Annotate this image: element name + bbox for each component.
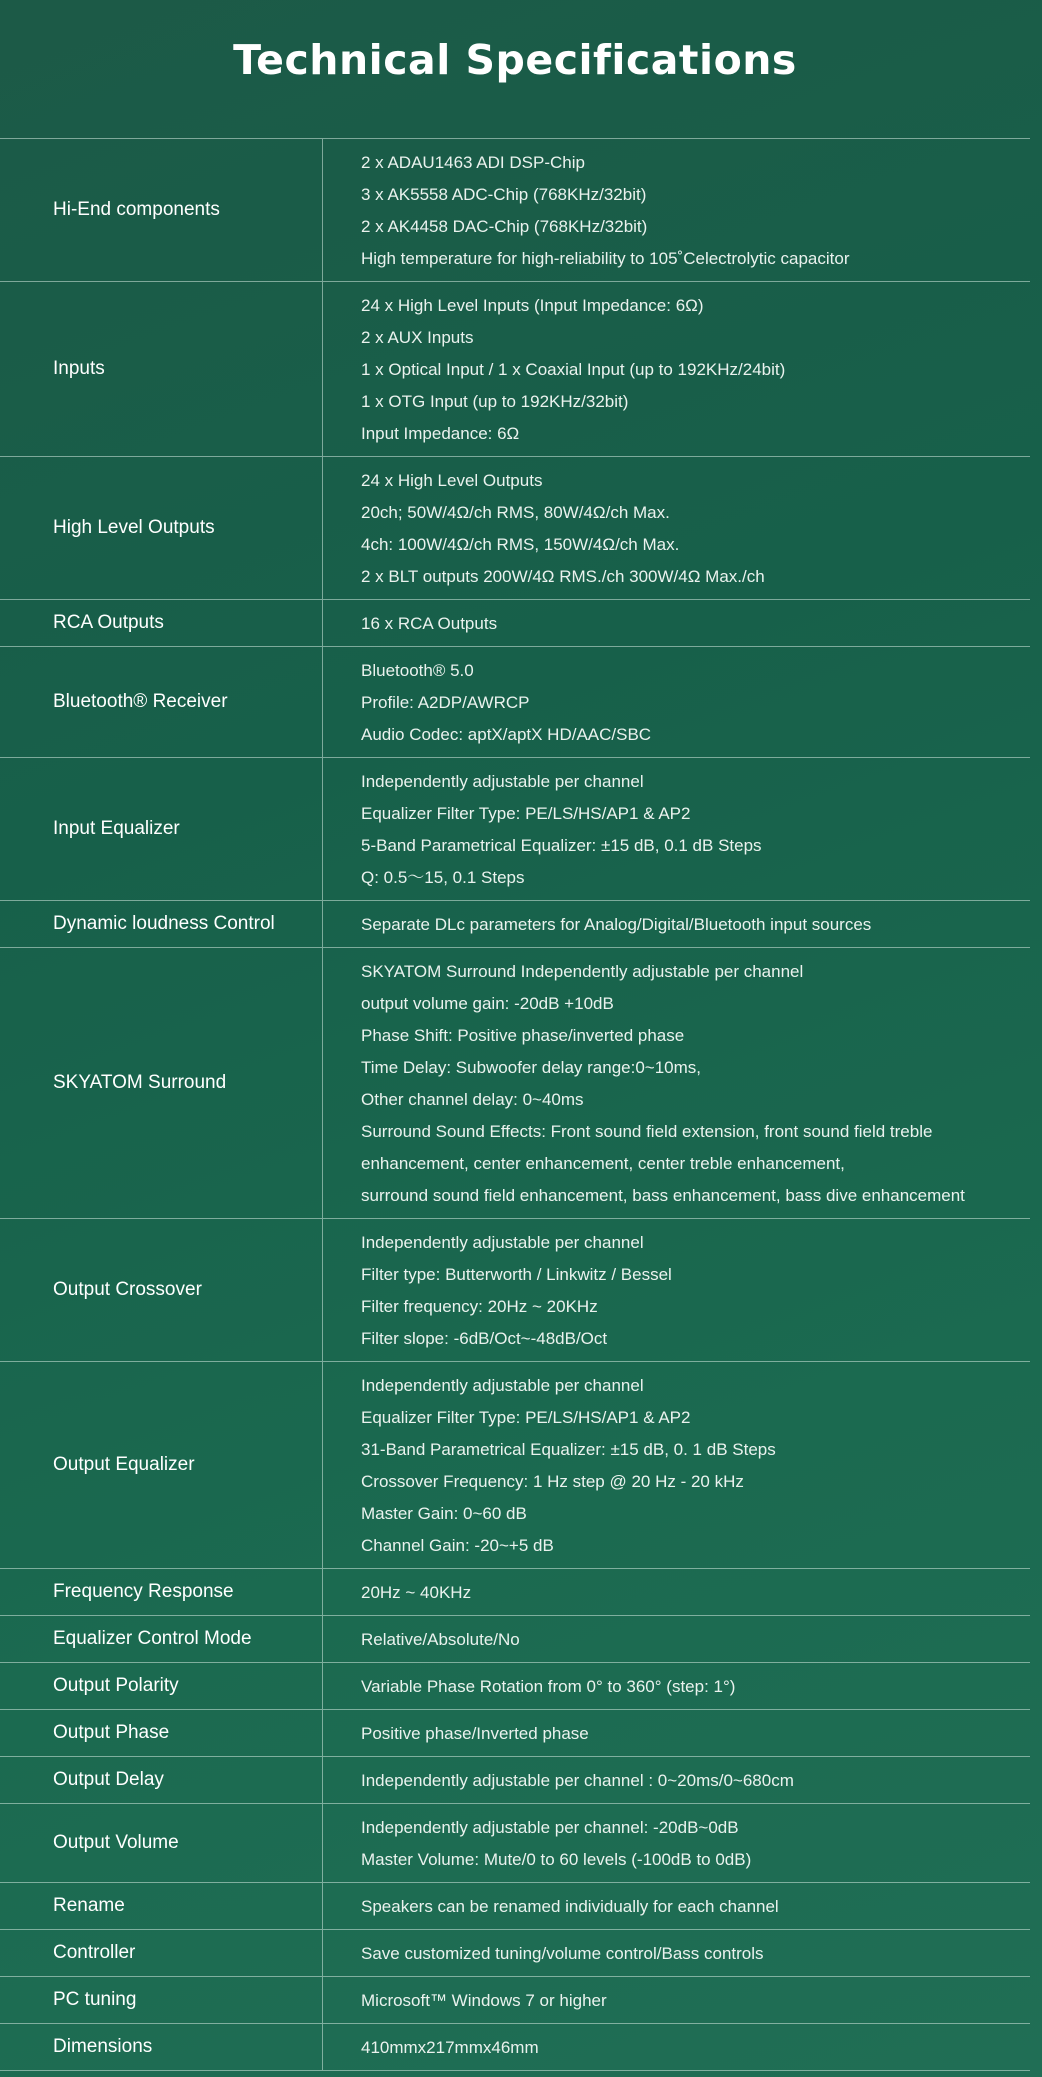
spec-label: RCA Outputs (0, 600, 323, 646)
spec-value-line: Independently adjustable per channel : 0~20ms/0~680cm (361, 1771, 794, 1790)
spec-values (323, 1616, 1030, 1662)
spec-value-line: Independently adjustable per channel (361, 1233, 644, 1252)
spec-value-line: 24 x High Level Outputs (361, 471, 543, 490)
spec-label: Output Phase (0, 1710, 323, 1756)
spec-value-line: Variable Phase Rotation from 0° to 360° (step: 1°) (361, 1677, 736, 1696)
spec-values (323, 948, 1030, 1218)
spec-label: Dynamic loudness Control (0, 901, 323, 947)
spec-value-line: Equalizer Filter Type: PE/LS/HS/AP1 & AP2 (361, 804, 691, 823)
spec-row (0, 1756, 1030, 1803)
spec-value-line: Profile: A2DP/AWRCP (361, 693, 530, 712)
spec-value-line: 1 x Optical Input / 1 x Coaxial Input (up to 192KHz/24bit) (361, 360, 786, 379)
spec-row (0, 1709, 1030, 1756)
spec-values (323, 1663, 1030, 1709)
spec-value-line: Equalizer Filter Type: PE/LS/HS/AP1 & AP2 (361, 1408, 691, 1427)
spec-values (323, 1804, 1030, 1882)
spec-values (323, 1569, 1030, 1615)
spec-row (0, 1803, 1030, 1882)
spec-row (0, 1882, 1030, 1929)
spec-value-line: Filter slope: -6dB/Oct~-48dB/Oct (361, 1329, 608, 1348)
spec-values (323, 1757, 1030, 1803)
spec-value-line: Separate DLc parameters for Analog/Digital/Bluetooth input sources (361, 915, 872, 934)
spec-value-line: Surround Sound Effects: Front sound field extension, front sound field treble (361, 1122, 933, 1141)
spec-values (323, 139, 1030, 281)
spec-label: Inputs (0, 282, 323, 456)
spec-value-line: Time Delay: Subwoofer delay range:0~10ms, (361, 1058, 702, 1077)
spec-label: Output Delay (0, 1757, 323, 1803)
spec-row (0, 900, 1030, 947)
spec-row (0, 1662, 1030, 1709)
spec-value-line: 31-Band Parametrical Equalizer: ±15 dB, 0. 1 dB Steps (361, 1440, 776, 1459)
spec-label: Frequency Response (0, 1569, 323, 1615)
spec-row (0, 1615, 1030, 1662)
spec-label: PC tuning (0, 1977, 323, 2023)
spec-value-line: 2 x AK4458 DAC-Chip (768KHz/32bit) (361, 217, 648, 236)
spec-value-line: 20Hz ~ 40KHz (361, 1583, 472, 1602)
spec-value-line: Master Volume: Mute/0 to 60 levels (-100dB to 0dB) (361, 1850, 752, 1869)
spec-value-line: 16 x RCA Outputs (361, 614, 498, 633)
spec-row (0, 1929, 1030, 1976)
spec-row (0, 281, 1030, 456)
spec-value-line: 24 x High Level Inputs (Input Impedance: 6Ω) (361, 296, 704, 315)
spec-value-line: Filter frequency: 20Hz ~ 20KHz (361, 1297, 598, 1316)
spec-value-line: Master Gain: 0~60 dB (361, 1504, 527, 1523)
spec-values (323, 457, 1030, 599)
spec-value-line: Crossover Frequency: 1 Hz step @ 20 Hz - 20 kHz (361, 1472, 744, 1491)
spec-values (323, 1977, 1030, 2023)
spec-value-line: 3 x AK5558 ADC-Chip (768KHz/32bit) (361, 185, 647, 204)
spec-value-line: enhancement, center enhancement, center treble enhancement, (361, 1154, 845, 1173)
spec-row (0, 456, 1030, 599)
spec-value-line: Relative/Absolute/No (361, 1630, 520, 1649)
spec-label: Output Crossover (0, 1219, 323, 1361)
spec-value-line: 20ch; 50W/4Ω/ch RMS, 80W/4Ω/ch Max. (361, 503, 670, 522)
spec-values (323, 1710, 1030, 1756)
spec-value-line: 410mmx217mmx46mm (361, 2038, 539, 2057)
spec-value-line: Audio Codec: aptX/aptX HD/AAC/SBC (361, 725, 652, 744)
spec-value-line: Independently adjustable per channel: -20dB~0dB (361, 1818, 739, 1837)
spec-value-line: Save customized tuning/volume control/Bass controls (361, 1944, 764, 1963)
spec-values (323, 600, 1030, 646)
spec-label: Controller (0, 1930, 323, 1976)
spec-values (323, 1883, 1030, 1929)
spec-value-line: surround sound field enhancement, bass enhancement, bass dive enhancement (361, 1186, 965, 1205)
spec-value-line: Positive phase/Inverted phase (361, 1724, 589, 1743)
page-title: Technical Specifications (233, 36, 797, 84)
spec-values (323, 1362, 1030, 1568)
spec-row (0, 1218, 1030, 1361)
spec-values (323, 647, 1030, 757)
spec-value-line: Microsoft™ Windows 7 or higher (361, 1991, 607, 2010)
spec-label: Output Equalizer (0, 1362, 323, 1568)
spec-value-line: 2 x AUX Inputs (361, 328, 474, 347)
spec-label: High Level Outputs (0, 457, 323, 599)
spec-label: Hi-End components (0, 139, 323, 281)
spec-value-line: Phase Shift: Positive phase/inverted phase (361, 1026, 685, 1045)
spec-row (0, 1361, 1030, 1568)
spec-values (323, 758, 1030, 900)
spec-value-line: 2 x ADAU1463 ADI DSP-Chip (361, 153, 585, 172)
spec-value-line: High temperature for high-reliability to 105˚Celectrolytic capacitor (361, 249, 850, 268)
spec-value-line: 1 x OTG Input (up to 192KHz/32bit) (361, 392, 629, 411)
spec-table (0, 138, 1030, 2071)
spec-row (0, 1976, 1030, 2023)
spec-row (0, 947, 1030, 1218)
spec-values (323, 1930, 1030, 1976)
spec-label: Output Polarity (0, 1663, 323, 1709)
spec-label: Equalizer Control Mode (0, 1616, 323, 1662)
spec-value-line: output volume gain: -20dB +10dB (361, 994, 614, 1013)
spec-value-line: Bluetooth® 5.0 (361, 661, 474, 680)
spec-value-line: SKYATOM Surround Independently adjustable per channel (361, 962, 804, 981)
spec-value-line: Input Impedance: 6Ω (361, 424, 520, 443)
spec-value-line: Independently adjustable per channel (361, 772, 644, 791)
spec-value-line: Channel Gain: -20~+5 dB (361, 1536, 554, 1555)
spec-row (0, 757, 1030, 900)
spec-row (0, 1568, 1030, 1615)
spec-value-line: 5-Band Parametrical Equalizer: ±15 dB, 0.1 dB Steps (361, 836, 762, 855)
spec-label: SKYATOM Surround (0, 948, 323, 1218)
spec-value-line: Speakers can be renamed individually for each channel (361, 1897, 779, 1916)
spec-row (0, 646, 1030, 757)
spec-row (0, 599, 1030, 646)
spec-label: Bluetooth® Receiver (0, 647, 323, 757)
spec-value-line: 2 x BLT outputs 200W/4Ω RMS./ch 300W/4Ω Max./ch (361, 567, 765, 586)
spec-value-line: 4ch: 100W/4Ω/ch RMS, 150W/4Ω/ch Max. (361, 535, 680, 554)
spec-label: Output Volume (0, 1804, 323, 1882)
spec-row (0, 138, 1030, 281)
spec-value-line: Independently adjustable per channel (361, 1376, 644, 1395)
spec-value-line: Filter type: Butterworth / Linkwitz / Bessel (361, 1265, 672, 1284)
spec-value-line: Q: 0.5〜15, 0.1 Steps (361, 868, 525, 887)
spec-values (323, 1219, 1030, 1361)
spec-label: Input Equalizer (0, 758, 323, 900)
spec-values (323, 2024, 1030, 2070)
spec-values (323, 282, 1030, 456)
spec-row (0, 2023, 1030, 2071)
spec-values (323, 901, 1030, 947)
spec-label: Rename (0, 1883, 323, 1929)
spec-label: Dimensions (0, 2024, 323, 2070)
spec-value-line: Other channel delay: 0~40ms (361, 1090, 584, 1109)
